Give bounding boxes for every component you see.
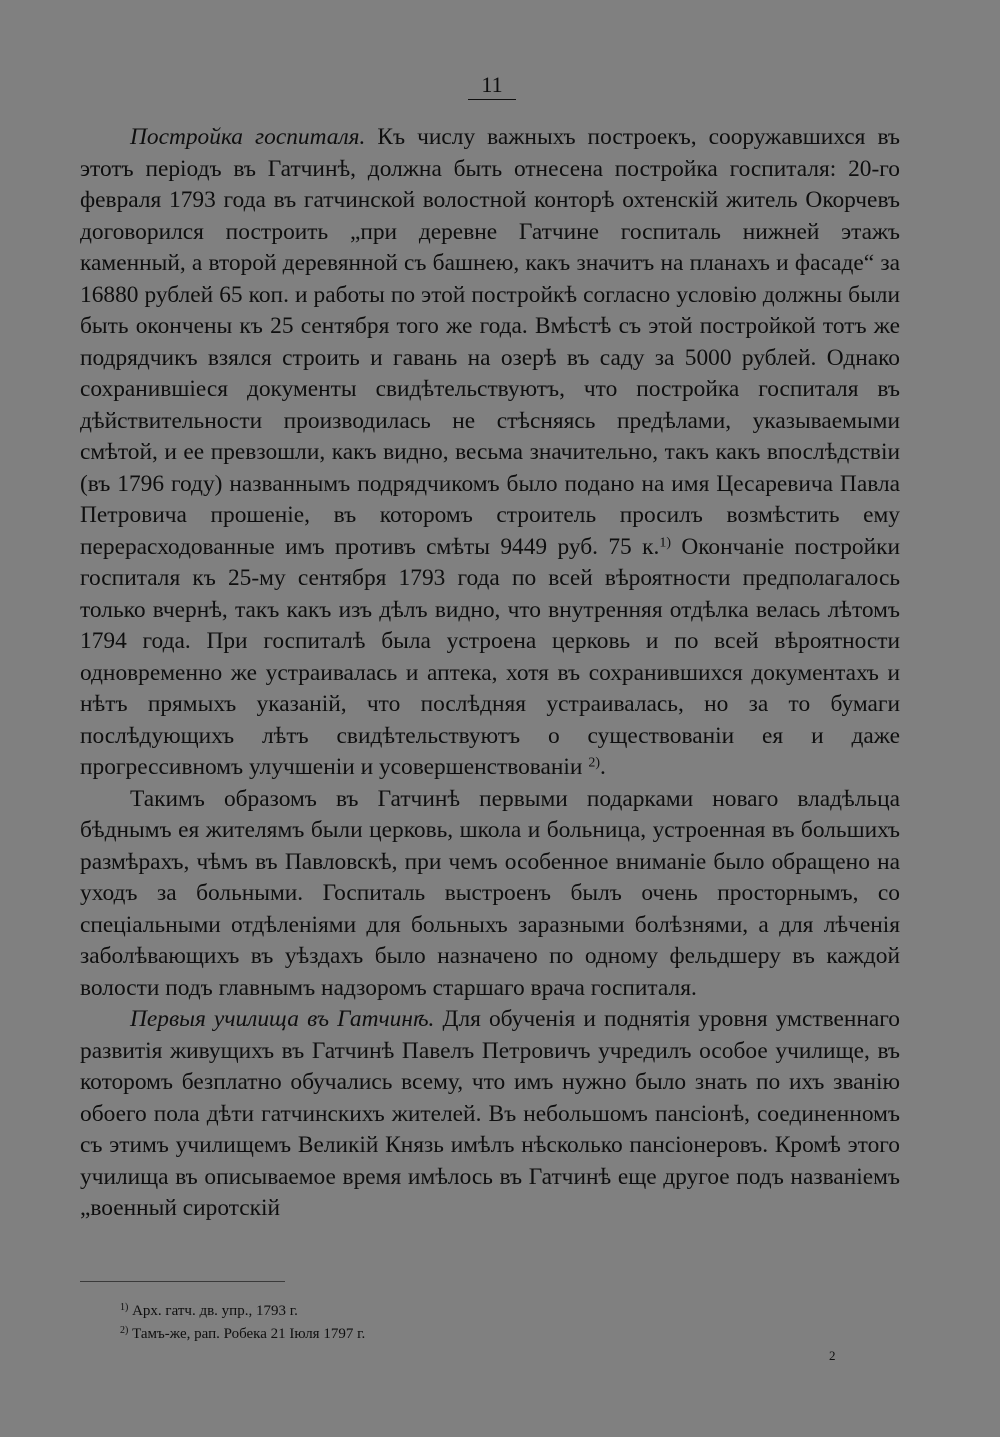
footnote-reference-1: 1) bbox=[659, 534, 671, 550]
footnote-text-2: Тамъ-же, рап. Робека 21 Іюля 1797 г. bbox=[128, 1326, 366, 1342]
section-heading-schools: Первыя училища въ Гатчинѣ. bbox=[130, 1006, 435, 1032]
footnote-1 bbox=[120, 1300, 820, 1323]
footnote-marker-2: 2) bbox=[120, 1325, 129, 1336]
paragraph-text: . bbox=[599, 754, 606, 780]
page-number: 11 bbox=[468, 72, 516, 100]
main-text bbox=[80, 122, 900, 1225]
footnote-marker-1: 1) bbox=[120, 1302, 129, 1313]
paragraph-summary: Такимъ образомъ въ Гатчинѣ первыми подарками новаго владѣльца бѣднымъ ея жителямъ были церковь, школа и больница, устроенная въ большихъ размѣрахъ, чѣмъ въ Павловскѣ, при чемъ особенное вниманіе было обращено на уходъ за больными. Госпиталь выстроенъ былъ очень просторнымъ, со спеціальными отдѣленіями для больныхъ заразными болѣзнями, а для лѣченія заболѣвающихъ въ уѣздахъ было назначено по одному фельдшеру въ каждой волости подъ главнымъ надзоромъ старшаго врача госпиталя. bbox=[80, 785, 900, 1001]
footnote-divider bbox=[80, 1281, 285, 1282]
paragraph-text: Окончаніе постройки госпиталя къ 25-му сентября 1793 года по всей вѣроятности предполагалось только вчернѣ, такъ какъ изъ дѣлъ видно, что внутренняя отдѣлка велась лѣтомъ 1794 года. При госпиталѣ была устроена церковь и по всей вѣроятности одновременно же устраивалась и аптека, хотя въ сохранившихся документахъ и нѣтъ прямыхъ указаній, что послѣдняя устраивалась, но за то бумаги послѣдующихъ лѣтъ свидѣтельствуютъ о существованіи ея и даже прогрессивномъ улучшеніи и усовершенствованіи bbox=[80, 533, 900, 780]
footnote-text-1: Арх. гатч. дв. упр., 1793 г. bbox=[128, 1303, 298, 1319]
footnote-2 bbox=[120, 1323, 820, 1346]
printer-signature-mark: 2 bbox=[829, 1348, 836, 1363]
footnotes bbox=[120, 1300, 820, 1346]
section-heading-hospital: Постройка госпиталя. bbox=[130, 124, 366, 150]
paragraph-text: Для обученія и поднятія уровня умственнаго развитія живущихъ въ Гатчинѣ Павелъ Петровичъ учредилъ особое училище, въ которомъ безплатно обучались всему, что имъ нужно было знать по ихъ званію обоего пола дѣти гатчинскихъ жителей. Въ небольшомъ пансіонѣ, соединенномъ съ этимъ училищемъ Великій Князь имѣлъ нѣсколько пансіонеровъ. Кромѣ этого училища въ описываемое время имѣлось въ Гатчинѣ еще другое подъ названіемъ „военный сиротскій bbox=[80, 1006, 900, 1221]
footnote-reference-2: 2) bbox=[588, 755, 600, 771]
paragraph-schools bbox=[80, 1004, 900, 1225]
paragraph-hospital-construction bbox=[80, 122, 900, 784]
paragraph-text: Къ числу важныхъ построекъ, сооружавшихся въ этотъ періодъ въ Гатчинѣ, должна быть отнесена постройка госпиталя: 20-го февраля 1793 года въ гатчинской волостной конторѣ охтенскій житель Окорчевъ договорился построить „при деревне Гатчине госпиталь нижней этажъ каменный, а второй деревянной съ башнею, какъ значитъ на планахъ и фасаде“ за 16880 рублей 65 коп. и работы по этой постройкѣ согласно условію должны были быть окончены къ 25 сентября того же года. Вмѣстѣ съ этой постройкой тотъ же подрядчикъ взялся строить и гавань на озерѣ въ саду за 5000 рублей. Однако сохранившіеся документы свидѣтельствуютъ, что постройка госпиталя въ дѣйствительности производилась не стѣсняясь предѣлами, указываемыми смѣтой, и ее превзошли, какъ видно, весьма значительно, такъ какъ впослѣдствіи (въ 1796 году) названнымъ подрядчикомъ было подано на имя Цесаревича Павла Петровича прошеніе, въ которомъ строитель просилъ возмѣстить ему перерасходованные имъ противъ смѣты 9449 руб. 75 к. bbox=[80, 124, 900, 560]
